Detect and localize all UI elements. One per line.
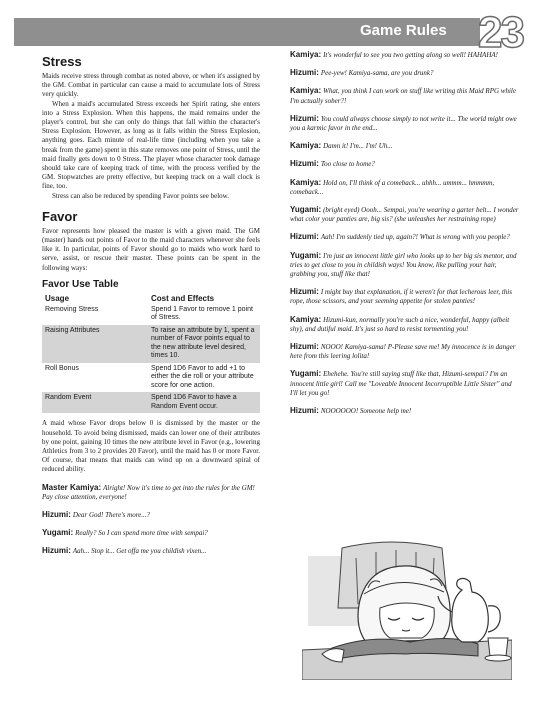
speaker-name: Yugami: xyxy=(290,250,322,260)
sleeping-maid-illustration xyxy=(302,538,512,680)
dialogue-entry xyxy=(290,178,520,197)
dialogue-line: What, you think I can work on stuff like writing this Maid RPG while I'm actually sober?! xyxy=(290,87,516,105)
maid-face xyxy=(380,603,435,638)
dialogue-entry xyxy=(290,369,520,398)
stress-paragraph-2: When a maid's accumulated Stress exceeds her Spirit rating, she enters into a Stress Explosion. When this happens, the maid remains under the player's control, but she can only do things that fall within the character's Stress Explosion. However, as long as it falls within the Stress Explosion, anything goes. Each minute of real-life time (including when you take a break from the game) spent in this state removes one point of Stress, until the maid finally gets down to 0 Stress. The player whose character took damage should take care of keeping track of time, with the process verified by the GM. Stopwatches are pretty effective, but keeping track on a wall clock is fine, too. xyxy=(42,99,260,191)
dialogue-line: NOOO! Kamiya-sama! P-Please save me! My innocence is in danger here from this leering lolita! xyxy=(290,343,516,361)
dialogue-entry xyxy=(290,86,520,105)
dialogue-entry xyxy=(290,114,520,133)
dialogue-line: Dear God! There's more...? xyxy=(72,510,151,519)
speaker-name: Yugami: xyxy=(42,528,74,538)
table-header-row xyxy=(42,293,260,304)
dialogue-line: You could always choose simply to not write it... The world might owe you a karmic favor in the end... xyxy=(290,114,517,133)
stress-heading: Stress xyxy=(42,54,82,69)
speaker-name: Hizumi: xyxy=(42,546,71,556)
dialogue-entry xyxy=(290,141,520,151)
favor-table-title: Favor Use Table xyxy=(42,278,119,290)
speaker-name: Kamiya: xyxy=(290,177,322,187)
page-number: 23 xyxy=(478,8,523,57)
cost-cell: Spend 1D6 Favor to add +1 to either the die roll or your attribute score for one action. xyxy=(151,364,254,389)
dialogue-entry xyxy=(290,50,520,60)
speaker-name: Hizumi: xyxy=(290,159,319,169)
speaker-name: Kamiya: xyxy=(290,314,322,324)
dialogue-line: Hold on, I'll think of a comeback... uhhh... ummm... hmmmm, comeback... xyxy=(290,178,495,196)
column-header-cost: Cost and Effects xyxy=(151,293,215,303)
usage-cell: Removing Stress xyxy=(45,305,99,313)
speaker-name: Kamiya: xyxy=(290,50,322,59)
left-column xyxy=(42,52,260,565)
table-row xyxy=(42,392,260,413)
section-title: Game Rules xyxy=(360,22,447,39)
table-row xyxy=(42,363,260,393)
dialogue-line: Ehehehe. You're still saying stuff like that, Hizumi-sempai? I'm an innocent little girl! Call me "Loveable Innocent Incorruptible Little Sister" and I'll let you go! xyxy=(290,370,512,397)
favor-use-table xyxy=(42,293,260,414)
speaker-name: Hizumi: xyxy=(290,232,319,242)
dialogue-line: Aah... Stop it... Get offa me you childish vixen... xyxy=(72,547,207,556)
dialogue-entry xyxy=(290,342,520,361)
dialogue-entry xyxy=(42,510,260,520)
dialogue-entry xyxy=(290,315,520,334)
cost-cell: Spend 1 Favor to remove 1 point of Stress. xyxy=(151,305,253,322)
dialogue-entry xyxy=(290,68,520,78)
dialogue-line: Aah! I'm suddenly tied up, again?! What is wrong with you people? xyxy=(320,233,510,242)
dialogue-entry xyxy=(290,251,520,280)
cost-cell: Spend 1D6 Favor to have a Random Event occur. xyxy=(148,392,260,413)
dialogue-line: Hizumi-kun, normally you're such a nice, wonderful, happy (albeit shy), and dutiful maid. It's just so hard to resist tormenting you! xyxy=(290,315,510,333)
dialogue-line: I might buy that explanation, if it weren't for that lecherous leer, this rope, those scissors, and your seeming appetite for stolen panties! xyxy=(290,288,512,306)
speaker-name: Hizumi: xyxy=(290,342,319,352)
speaker-name: Kamiya: xyxy=(290,141,322,151)
right-column xyxy=(290,50,520,424)
dialogue-line: Really? So I can spend more time with sempai? xyxy=(75,529,208,538)
dialogue-line: Damn it! I'm... I'm! Uh... xyxy=(323,142,393,151)
stress-paragraph-3: Stress can also be reduced by spending Favor points see below. xyxy=(52,191,230,200)
dialogue-entry xyxy=(290,232,520,242)
dialogue-entry xyxy=(290,159,520,169)
dialogue-entry xyxy=(290,205,520,224)
table-row xyxy=(42,325,260,363)
stress-paragraph-1: Maids receive stress through combat as noted above, or when it's assigned by the GM. Combat in particular can cause a maid to accumulate lots of Stress very quickly. xyxy=(42,72,260,99)
speaker-name: Yugami: xyxy=(290,205,322,215)
dialogue-entry xyxy=(290,406,520,416)
dialogue-entry xyxy=(42,483,260,502)
cost-cell: To raise an attribute by 1, spent a number of Favor points equal to the new attribute level desired, times 10. xyxy=(148,325,260,363)
favor-paragraph-2: A maid whose Favor drops below 0 is dismissed by the master or the household. To avoid being dismissed, maids can lower one of their attributes by one point, gaining 10 times the new attribute level in Favor (e.g., lowering Athletics from 3 to 2 provides 20 Favor), until the maid has 0 or more Favor. Of course, that means that maids can wind up on a downward spiral of reduced ability. xyxy=(42,419,260,474)
favor-heading: Favor xyxy=(42,208,78,224)
dialogue-line: Too close to home? xyxy=(320,160,375,169)
speaker-name: Yugami: xyxy=(290,369,322,379)
usage-cell: Roll Bonus xyxy=(45,364,79,372)
dialogue-line: I'm just an innocent little girl who looks up to her big sis mentor, and tries to get close to you in childish ways! You know, like pulling your hair, grabbing you, stuff like that! xyxy=(290,251,517,279)
speaker-name: Hizumi: xyxy=(290,406,319,416)
dialogue-entry xyxy=(290,287,520,306)
dialogue-line: (bright eyed) Oooh... Sempai, you're wearing a garter belt... I wonder what color your panties are, big sis? (she unleashes her restraining rope) xyxy=(290,206,519,224)
speaker-name: Hizumi: xyxy=(290,287,319,297)
speaker-name: Kamiya: xyxy=(290,86,322,96)
column-header-usage: Usage xyxy=(45,293,70,303)
speaker-name: Hizumi: xyxy=(42,509,71,519)
dialogue-entry xyxy=(42,528,260,538)
dialogue-entry xyxy=(42,546,260,556)
tea-cup xyxy=(488,638,508,656)
table-row xyxy=(42,304,260,325)
speaker-name: Hizumi: xyxy=(290,113,319,123)
dialogue-line: It's wonderful to see you two getting along so well! HAHAHA! xyxy=(323,51,498,59)
dialogue-line: Alright! Now it's time to get into the rules for the GM! Pay close attention, everyone! xyxy=(42,483,255,501)
dialogue-line: Pee-yew! Kamiya-sama, are you drunk? xyxy=(320,69,434,78)
usage-cell: Random Event xyxy=(42,392,148,413)
favor-paragraph-1: Favor represents how pleased the master is with a given maid. The GM (master) hands out points of Favor to the maid characters whenever she feels like it. In particular, points of Favor should go to maids who work hard to serve, assist, or rescue their master. These points can be spent in the following ways: xyxy=(42,226,260,272)
speaker-name: Master Kamiya: xyxy=(42,482,102,492)
speaker-name: Hizumi: xyxy=(290,68,319,78)
cup-saucer xyxy=(485,655,511,661)
usage-cell: Raising Attributes xyxy=(42,325,148,363)
dialogue-line: NOOOOOO! Someone help me! xyxy=(320,407,412,416)
